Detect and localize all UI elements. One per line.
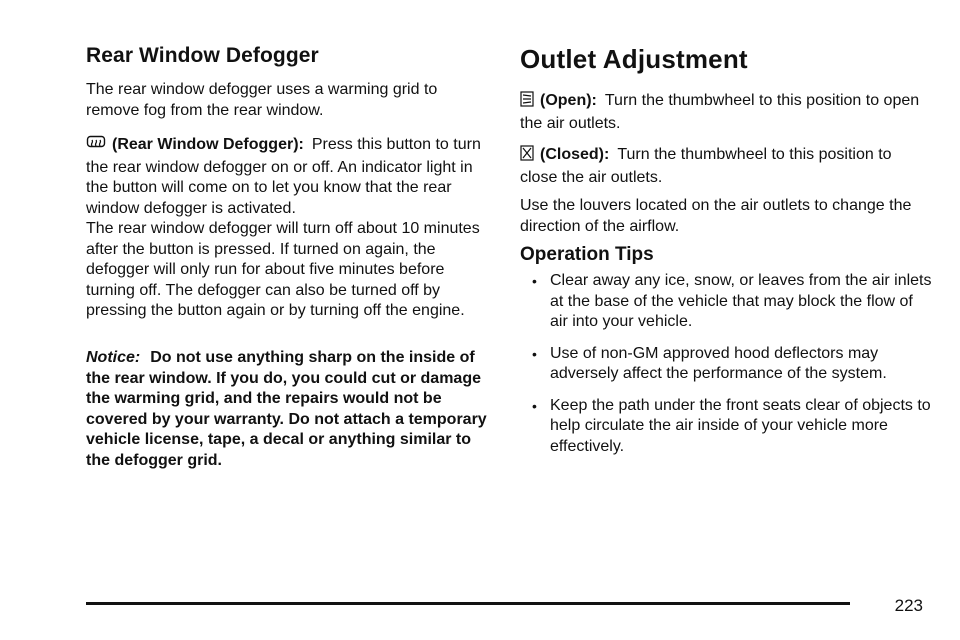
bullet-icon: • bbox=[532, 397, 537, 414]
list-item bbox=[520, 396, 932, 458]
defogger-intro: The rear window defogger uses a warming grid to remove fog from the rear window. bbox=[86, 81, 438, 119]
outlet-open-icon bbox=[520, 91, 534, 114]
defogger-timer-text: The rear window defogger will turn off about 10 minutes after the button is pressed. If turned on again, the defogger will only run for about five minutes before turning off. The defogger can also be turned off by pressing the button again or by turning off the engine. bbox=[86, 220, 480, 319]
outlet-open-description bbox=[520, 91, 932, 134]
tip-text: Keep the path under the front seats clear of objects to help circulate the air inside of your vehicle more effectively. bbox=[550, 396, 931, 455]
louvers-text: Use the louvers located on the air outlets to change the direction of the airflow. bbox=[520, 197, 912, 235]
outlet-closed-description bbox=[520, 145, 932, 188]
outlet-closed-icon bbox=[520, 145, 534, 168]
outlet-closed-label: (Closed): bbox=[540, 146, 610, 163]
defogger-button-text: Press this button to turn the rear window defogger on or off. An indicator light in the button will come on to let you know that the rear window defogger is activated. bbox=[86, 136, 481, 217]
operation-tips-heading: Operation Tips bbox=[520, 244, 654, 265]
notice-paragraph bbox=[86, 348, 494, 472]
tip-text: Clear away any ice, snow, or leaves from the air inlets at the base of the vehicle that may block the flow of air into your vehicle. bbox=[550, 272, 932, 330]
outlet-closed-text: Turn the thumbwheel to this position to close the air outlets. bbox=[520, 146, 892, 186]
rear-defogger-icon bbox=[86, 135, 106, 158]
notice-text: Do not use anything sharp on the inside of the rear window. If you do, you could cut or damage the warming grid, and the repairs would not be covered by your warranty. Do not attach a temporary vehicle license, tape, a decal or anything similar to the defogger grid. bbox=[86, 349, 487, 469]
tip-text: Use of non-GM approved hood deflectors may adversely affect the performance of the system. bbox=[550, 344, 887, 382]
outlet-open-text: Turn the thumbwheel to this position to open the air outlets. bbox=[520, 92, 920, 132]
page-number: 223 bbox=[894, 596, 923, 615]
notice-label: Notice: bbox=[86, 349, 141, 366]
outlet-open-label: (Open): bbox=[540, 92, 597, 109]
list-item bbox=[520, 271, 932, 333]
defogger-button-description bbox=[86, 135, 494, 219]
section-heading-outlet-adjustment: Outlet Adjustment bbox=[520, 44, 748, 74]
defogger-button-label: (Rear Window Defogger): bbox=[112, 136, 304, 153]
operation-tips-list bbox=[520, 271, 932, 468]
bullet-icon: • bbox=[532, 345, 537, 362]
section-heading-rear-window-defogger: Rear Window Defogger bbox=[86, 44, 319, 67]
list-item bbox=[520, 344, 932, 385]
footer-rule bbox=[86, 602, 850, 605]
bullet-icon: • bbox=[532, 273, 537, 289]
